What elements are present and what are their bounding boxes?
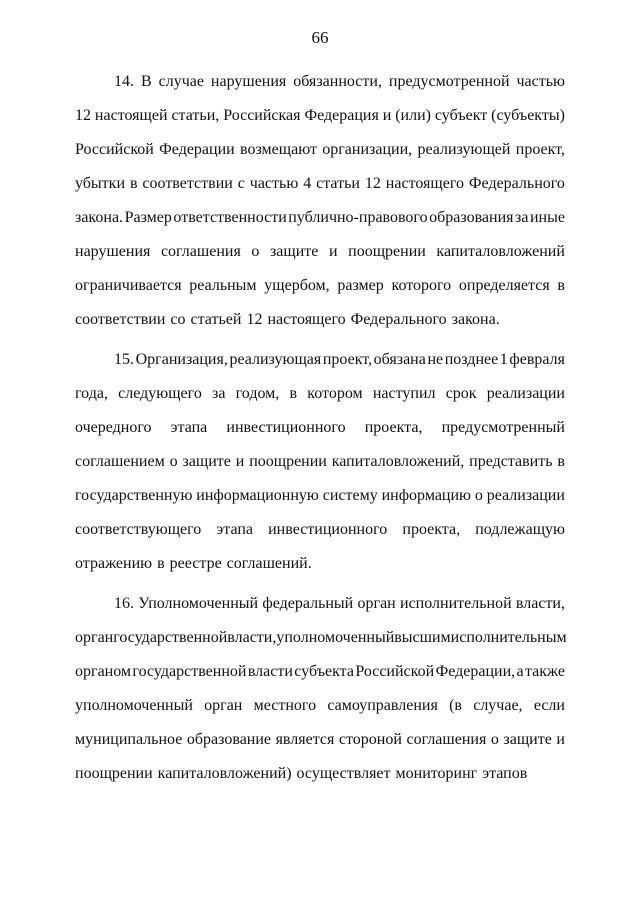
text-line: отражению в реестре соглашений.: [75, 555, 312, 572]
text-line: нарушения соглашения о защите и поощрении капиталовложений: [75, 243, 565, 260]
text-line: очередного этапа инвестиционного проекта, предусмотренный: [75, 419, 565, 436]
text-line: ограничивается реальным ущербом, размер которого определяется в: [75, 277, 565, 294]
paragraph: [75, 343, 565, 581]
text-line: орган государственной власти, уполномоченный высшим исполнительным: [75, 629, 567, 646]
text-line: муниципальное образование является стороной соглашения о защите и: [75, 731, 565, 748]
paragraph: [75, 587, 565, 791]
paragraph: [75, 65, 565, 337]
text-line: года, следующего за годом, в котором наступил срок реализации: [75, 385, 565, 402]
text-line: Российской Федерации возмещают организации, реализующей проект,: [75, 141, 565, 158]
text-line: 14. В случае нарушения обязанности, предусмотренной частью: [114, 73, 565, 90]
text-line: убытки в соответствии с частью 4 статьи 12 настоящего Федерального: [75, 175, 565, 192]
text-line: 16. Уполномоченный федеральный орган исполнительной власти,: [114, 595, 565, 612]
text-line: закона. Размер ответственности публично-правового образования за иные: [75, 209, 565, 226]
text-line: соответствующего этапа инвестиционного проекта, подлежащую: [75, 521, 565, 538]
text-line: уполномоченный орган местного самоуправления (в случае, если: [75, 697, 565, 714]
text-line: соответствии со статьей 12 настоящего Федерального закона.: [75, 311, 500, 328]
text-line: государственную информационную систему информацию о реализации: [75, 487, 565, 504]
text-line: 15. Организация, реализующая проект, обязана не позднее 1 февраля: [114, 351, 565, 368]
text-line: 12 настоящей статьи, Российская Федерация и (или) субъект (субъекты): [75, 107, 565, 124]
text-line: соглашением о защите и поощрении капиталовложений, представить в: [75, 453, 565, 470]
page-number: 66: [311, 28, 329, 47]
text-line: поощрении капиталовложений) осуществляет мониторинг этапов: [75, 765, 528, 782]
text-line: органом государственной власти субъекта Российской Федерации, а также: [75, 663, 565, 680]
document-body: [75, 65, 565, 791]
